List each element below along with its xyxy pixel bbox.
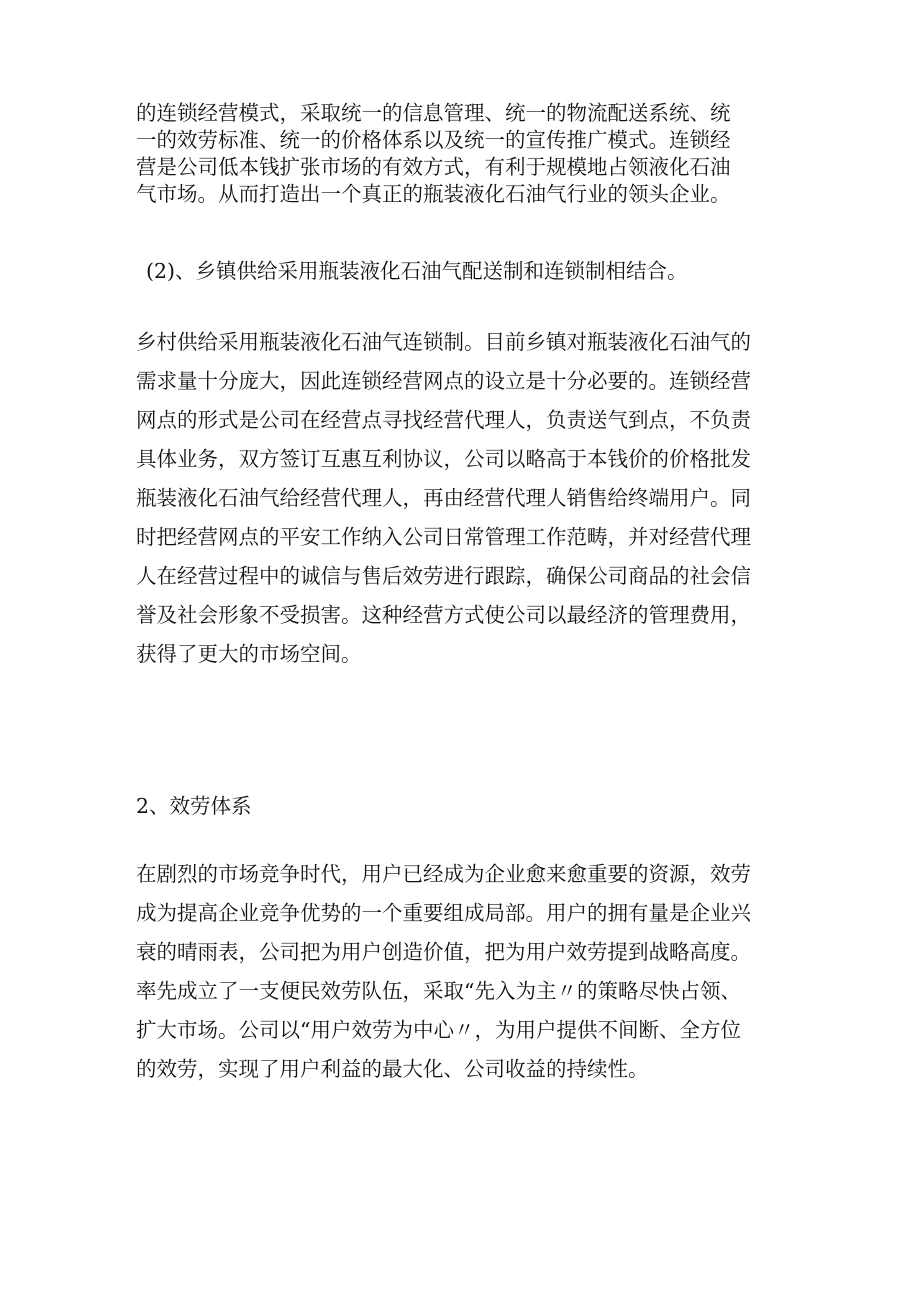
paragraph-line: 衰的晴雨表，公司把为用户创造价值，把为用户效劳提到战略高度。 [136, 940, 751, 964]
paragraph-line: 成为提高企业竞争优势的一个重要组成局部。用户的拥有量是企业兴 [136, 901, 751, 925]
section-heading-township-supply: (2)、乡镇供给采用瓶装液化石油气配送制和连锁制相结合。 [146, 259, 688, 283]
paragraph-line: 誉及社会形象不受损害。这种经营方式使公司以最经济的管理费用， [136, 603, 751, 627]
paragraph-line: 获得了更大的市场空间。 [136, 642, 362, 666]
paragraph-line: 的效劳，实现了用户利益的最大化、公司收益的持续性。 [136, 1057, 649, 1081]
paragraph-line: 气市场。从而打造出一个真正的瓶装液化石油气行业的领头企业。 [136, 182, 731, 206]
paragraph-line: 网点的形式是公司在经营点寻找经营代理人，负责送气到点，不负责 [136, 408, 751, 432]
paragraph-line: 人在经营过程中的诚信与售后效劳进行跟踪，确保公司商品的社会信 [136, 564, 751, 588]
paragraph-service-system [136, 855, 796, 1089]
paragraph-line: 时把经营网点的平安工作纳入公司日常管理工作范畴，并对经营代理 [136, 525, 751, 549]
paragraph-line: 瓶装液化石油气给经营代理人，再由经营代理人销售给终端用户。同 [136, 486, 751, 510]
paragraph-rural-chain-supply [136, 323, 796, 674]
paragraph-line: 扩大市场。公司以“用户效劳为中心〃，为用户提供不间断、全方位 [136, 1018, 741, 1042]
paragraph-line: 具体业务，双方签订互惠互利协议，公司以略高于本钱价的价格批发 [136, 447, 751, 471]
paragraph-line: 一的效劳标准、统一的价格体系以及统一的宣传推广模式。连锁经 [136, 128, 731, 152]
paragraph-line: 需求量十分庞大，因此连锁经营网点的设立是十分必要的。连锁经营 [136, 369, 751, 393]
paragraph-line: 的连锁经营模式，采取统一的信息管理、统一的物流配送系统、统 [136, 101, 731, 125]
paragraph-line: 营是公司低本钱扩张市场的有效方式，有利于规模地占领液化石油 [136, 155, 731, 179]
paragraph-line: 在剧烈的市场竞争时代，用户已经成为企业愈来愈重要的资源，效劳 [136, 862, 751, 886]
paragraph-line: 乡村供给采用瓶装液化石油气连锁制。目前乡镇对瓶装液化石油气的 [136, 330, 751, 354]
paragraph-line: 率先成立了一支便民效劳队伍，采取“先入为主〃的策略尽快占领、 [136, 979, 741, 1003]
paragraph-chain-operation-model [136, 100, 796, 208]
section-heading-service-system: 2、效劳体系 [136, 794, 252, 818]
